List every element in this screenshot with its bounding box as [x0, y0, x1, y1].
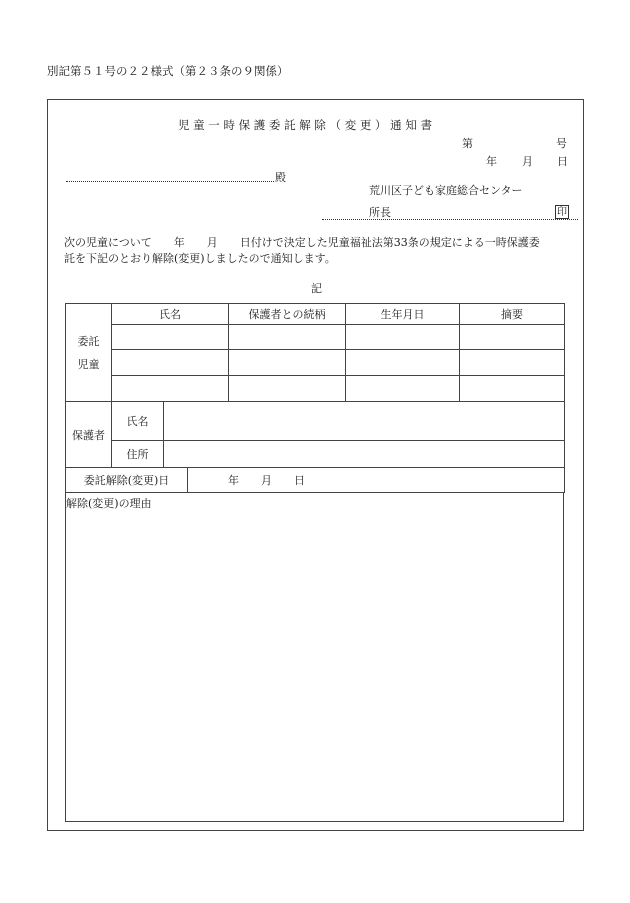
header-remarks: 摘要	[460, 304, 565, 325]
guardian-name-label: 氏名	[112, 402, 164, 441]
guardian-address-label: 住所	[112, 441, 164, 468]
child-table	[65, 303, 565, 402]
ki-heading: 記	[311, 282, 322, 295]
child-birthdate-cell-3[interactable]	[346, 376, 460, 402]
child-label-cell	[66, 304, 112, 402]
child-relationship-cell-3[interactable]	[229, 376, 346, 402]
child-name-cell-2[interactable]	[112, 350, 229, 376]
guardian-table	[65, 401, 565, 468]
date-month-label: 月	[522, 155, 533, 168]
body-text-line-1: 次の児童について 年 月 日付けで決定した児童福祉法第33条の規定による一時保護委	[64, 236, 540, 249]
issuer-signature-line[interactable]	[322, 219, 578, 220]
child-birthdate-cell-2[interactable]	[346, 350, 460, 376]
addressee-field[interactable]	[66, 181, 274, 182]
issuer-title: 所長	[369, 206, 391, 219]
child-label-line-1: 委託	[77, 334, 100, 348]
child-name-cell-3[interactable]	[112, 376, 229, 402]
child-name-cell-1[interactable]	[112, 325, 229, 350]
release-date-field[interactable]	[188, 468, 565, 493]
release-date-table	[65, 467, 565, 493]
body-text-line-2: 託を下記のとおり解除(変更)しましたので通知します。	[64, 252, 336, 265]
number-go-label: 号	[556, 137, 567, 150]
release-date-label: 委託解除(変更)日	[66, 468, 188, 493]
child-remarks-cell-1[interactable]	[460, 325, 565, 350]
child-relationship-cell-2[interactable]	[229, 350, 346, 376]
document-title: 児 童 一 時 保 護 委 託 解 除 （ 変 更 ） 通 知 書	[178, 118, 432, 132]
child-remarks-cell-2[interactable]	[460, 350, 565, 376]
child-relationship-cell-1[interactable]	[229, 325, 346, 350]
reason-box[interactable]	[65, 492, 564, 822]
addressee-suffix: 殿	[275, 171, 286, 184]
guardian-address-field[interactable]	[164, 441, 565, 468]
reason-label: 解除(変更)の理由	[66, 497, 152, 510]
header-relationship: 保護者との続柄	[229, 304, 346, 325]
guardian-name-field[interactable]	[164, 402, 565, 441]
number-dai-label: 第	[462, 137, 473, 150]
date-year-label: 年	[486, 155, 497, 168]
header-name: 氏名	[112, 304, 229, 325]
issuer-organization: 荒川区子ども家庭総合センター	[369, 184, 523, 197]
date-day-label: 日	[557, 155, 568, 168]
guardian-label: 保護者	[66, 402, 112, 468]
form-reference-number: 別記第５１号の２２様式（第２３条の９関係）	[47, 64, 289, 78]
child-birthdate-cell-1[interactable]	[346, 325, 460, 350]
child-remarks-cell-3[interactable]	[460, 376, 565, 402]
seal-box: 印	[557, 207, 567, 218]
header-birthdate: 生年月日	[346, 304, 460, 325]
release-date-value: 年 月 日	[228, 474, 305, 487]
child-label-line-2: 児童	[77, 357, 100, 371]
